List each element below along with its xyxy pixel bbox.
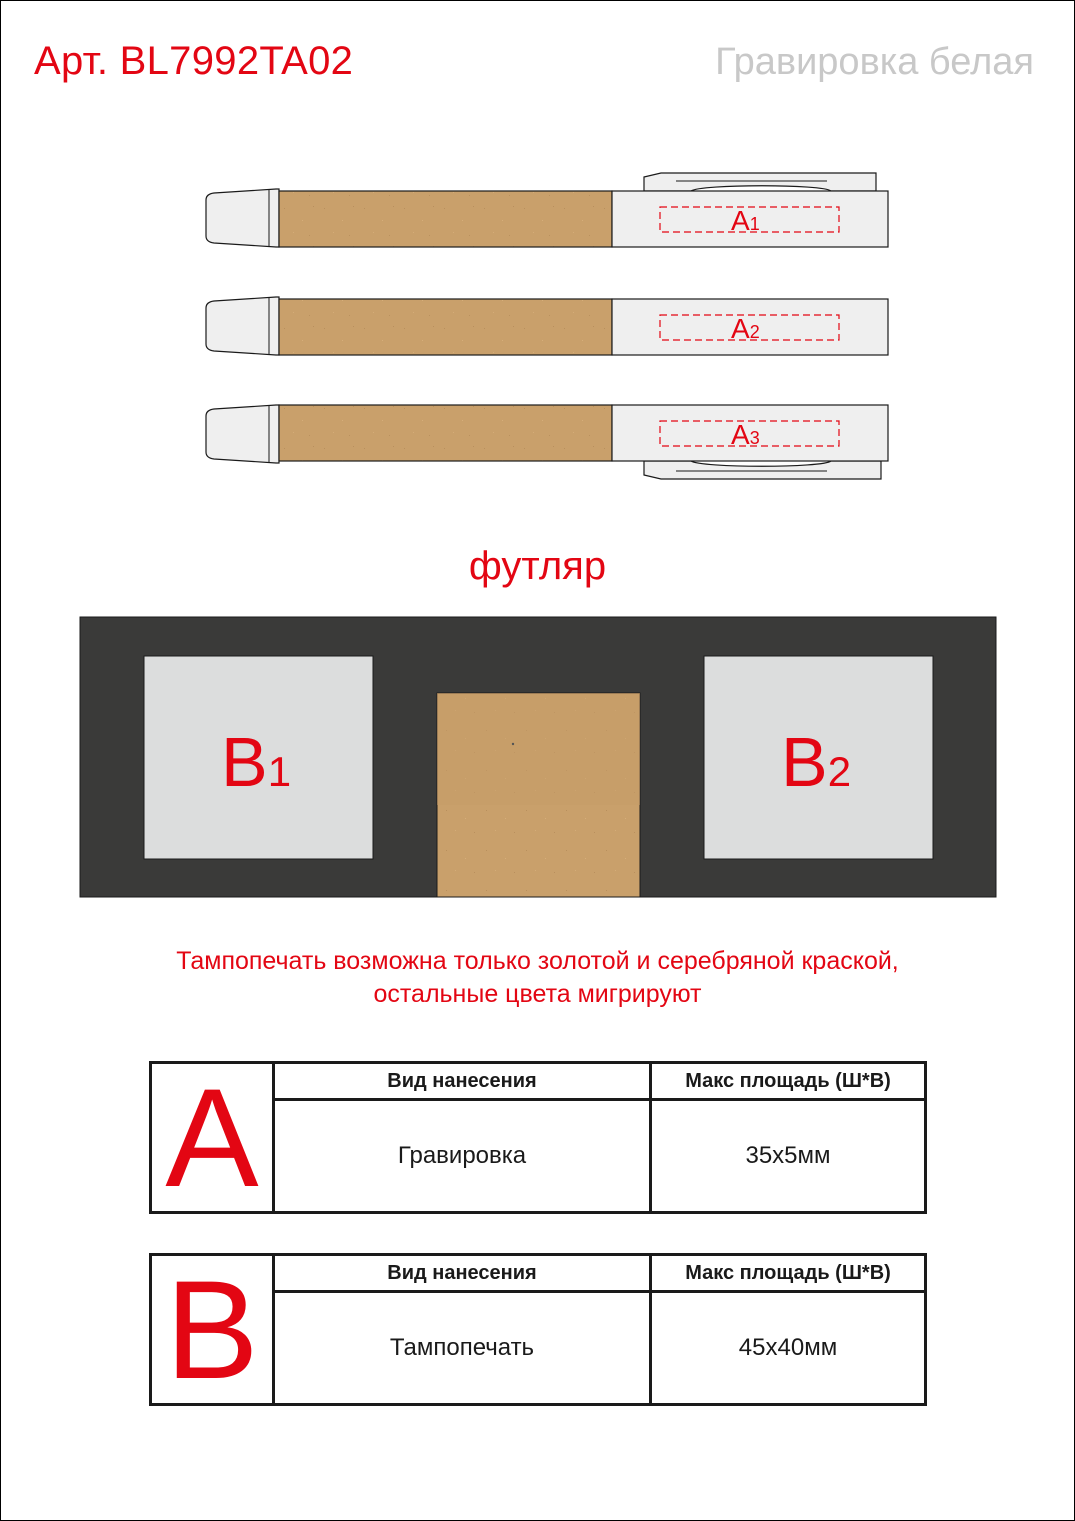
spec-table-a-method-header: Вид нанесения xyxy=(274,1063,651,1100)
pen-2 xyxy=(206,297,888,355)
kraft-speck xyxy=(512,743,514,745)
pen-2-zone-label: A xyxy=(731,313,750,344)
pen-1-zone-label: A xyxy=(731,205,750,236)
case-zone-b2-label: B xyxy=(781,723,828,801)
article-number: Арт. BL7992TA02 xyxy=(34,39,354,83)
spec-table-b-area-header: Макс площадь (Ш*В) xyxy=(651,1255,926,1292)
case-zone-b1-label: B xyxy=(221,723,268,801)
printing-note-line-1: Тампопечать возможна только золотой и серебряной краской, xyxy=(176,947,899,975)
printing-note xyxy=(1,945,1074,1011)
spec-table-a-area-value: 35x5мм xyxy=(651,1100,926,1213)
pens-illustration xyxy=(1,1,1074,521)
printing-note-line-2: остальные цвета мигрируют xyxy=(373,980,702,1008)
spec-table-b-letter: B xyxy=(151,1255,274,1405)
spec-table-b-method-value: Тампопечать xyxy=(274,1292,651,1405)
print-method-title: Гравировка белая xyxy=(715,41,1034,83)
pen-3-zone-index: 3 xyxy=(749,428,760,448)
spec-table-b-area-value: 45x40мм xyxy=(651,1292,926,1405)
pen-3 xyxy=(206,405,888,479)
spec-table-b xyxy=(149,1250,927,1408)
spec-table-a-area-header: Макс площадь (Ш*В) xyxy=(651,1063,926,1100)
pen-2-zone-index: 2 xyxy=(749,322,760,342)
case-kraft-fold xyxy=(437,693,640,805)
case-zone-b1-index: 1 xyxy=(267,748,292,795)
pen-1 xyxy=(206,173,888,247)
pen-3-zone-label: A xyxy=(731,419,750,450)
spec-table-a-letter: A xyxy=(151,1063,274,1213)
case-zone-b2-index: 2 xyxy=(827,748,852,795)
pen-1-zone-index: 1 xyxy=(749,214,760,234)
case-title: футляр xyxy=(468,544,607,588)
spec-table-b-method-header: Вид нанесения xyxy=(274,1255,651,1292)
spec-table-a xyxy=(149,1058,927,1216)
case-illustration xyxy=(1,601,1074,911)
spec-table-a-method-value: Гравировка xyxy=(274,1100,651,1213)
